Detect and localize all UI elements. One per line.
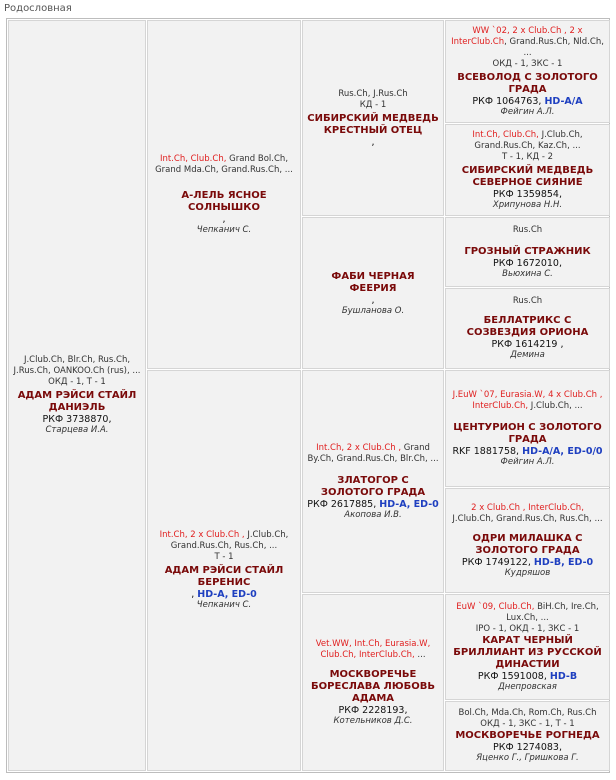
dog-name-link[interactable]: СИБИРСКИЙ МЕДВЕДЬ СЕВЕРНОЕ СИЯНИЕ [461, 164, 594, 188]
dog-tests: КД - 1 [359, 99, 387, 110]
dog-titles: Int.Ch, 2 x Club.Ch , J.Club.Ch, Grand.Rus.Ch, Rus.Ch, ... [159, 530, 289, 551]
dog-registration: РКФ 3738870, [42, 414, 112, 425]
dog-titles: 2 x Club.Ch , InterClub.Ch, J.Club.Ch, Grand.Rus.Ch, Rus.Ch, ... [452, 502, 603, 524]
pedigree-cell-ancestor [445, 488, 610, 593]
dog-name-link[interactable]: ГРОЗНЫЙ СТРАЖНИК [464, 245, 591, 257]
dog-owner: Фейгин А.Л. [500, 456, 555, 467]
pedigree-cell-dog [8, 20, 146, 771]
dog-tests: Т - 1, КД - 2 [501, 151, 554, 162]
dog-registration: , HD-A, ED-0 [191, 589, 257, 600]
dog-owner: Акопова И.В. [344, 509, 402, 520]
dog-titles: WW `02, 2 x Club.Ch , 2 x InterClub.Ch, Grand.Rus.Ch, Nld.Ch, ... [451, 25, 604, 58]
dog-name-link[interactable]: ЦЕНТУРИОН С ЗОЛОТОГО ГРАДА [453, 421, 602, 445]
pedigree-cell-grandsire [302, 20, 444, 216]
dog-name-link[interactable]: МОСКВОРЕЧЬЕ РОГНЕДА [455, 730, 600, 741]
dog-titles: Int.Ch, Club.Ch, J.Club.Ch, Grand.Rus.Ch, Kaz.Ch, ... [472, 129, 583, 151]
dog-name-link[interactable]: ВСЕВОЛОД С ЗОЛОТОГО ГРАДА [457, 71, 598, 95]
dog-registration: РКФ 1749122, HD-B, ED-0 [461, 556, 594, 568]
pedigree-cell-dam [147, 370, 301, 771]
dog-registration: РКФ 1672010, [492, 257, 562, 269]
dog-name-link[interactable]: МОСКВОРЕЧЬЕ БОРЕСЛАВА ЛЮБОВЬ АДАМА [311, 668, 435, 704]
dog-owner: Кудряшов [504, 567, 551, 578]
dog-registration: , [371, 136, 375, 148]
dog-titles: J.Club.Ch, Blr.Ch, Rus.Ch, J.Rus.Ch, OANKOO.Ch (rus), ... [13, 355, 141, 376]
dog-name-link[interactable]: АДАМ РЭЙСИ СТАЙЛ ДАНИЭЛЬ [17, 390, 137, 413]
dog-registration: РКФ 1591008, HD-B [477, 670, 578, 682]
dog-tests: ОКД - 1, ЗКС - 1, Т - 1 [480, 719, 575, 729]
dog-owner: Яценко Г., Гришкова Г. [476, 753, 579, 763]
page-title: Родословная [4, 3, 72, 14]
pedigree-cell-ancestor [445, 217, 610, 287]
dog-owner: Демина [510, 350, 545, 360]
dog-name-link[interactable]: А-ЛЕЛЬ ЯСНОЕ СОЛНЫШКО [181, 189, 267, 213]
pedigree-cell-granddam [302, 217, 444, 369]
dog-titles: Vet.WW, Int.Ch, Eurasia.W, Club.Ch, InterClub.Ch, ... [315, 638, 431, 660]
dog-name-link[interactable]: АДАМ РЭЙСИ СТАЙЛ БЕРЕНИС [164, 565, 284, 588]
pedigree-cell-ancestor [445, 370, 610, 487]
dog-titles: EuW `09, Club.Ch, BiH.Ch, Ire.Ch, Lux.Ch, ... [456, 601, 599, 623]
dog-name-link[interactable]: ФАБИ ЧЕРНАЯ ФЕЕРИЯ [331, 271, 415, 294]
dog-registration: РКФ 1359854, [492, 188, 562, 200]
dog-registration: RKF 1881758, HD-A/A, ED-0/0 [452, 445, 603, 457]
pedigree-cell-granddam [302, 594, 444, 771]
pedigree-cell-ancestor [445, 20, 610, 123]
dog-titles: Int.Ch, 2 x Club.Ch , Grand By.Ch, Grand.Rus.Ch, Blr.Ch, ... [307, 442, 439, 464]
dog-tests: ОКД - 1, Т - 1 [48, 377, 106, 387]
dog-owner: Котельников Д.С. [333, 715, 413, 726]
dog-titles: J.EuW `07, Eurasia.W, 4 x Club.Ch , InterClub.Ch, J.Club.Ch, ... [452, 389, 603, 411]
dog-owner: Днепровская [498, 681, 557, 692]
pedigree-cell-ancestor [445, 124, 610, 216]
dog-tests: Т - 1 [214, 552, 234, 562]
dog-titles: Rus.Ch [512, 224, 543, 235]
dog-registration: РКФ 2228193, [338, 704, 408, 716]
dog-registration: РКФ 1064763, HD-A/A [472, 95, 583, 107]
pedigree-cell-ancestor [445, 701, 610, 771]
dog-owner: Чепканич С. [196, 600, 252, 610]
dog-titles: Int.Ch, Club.Ch, Grand Bol.Ch, Grand Mda.Ch, Grand.Rus.Ch, ... [155, 153, 293, 175]
dog-registration: РКФ 1614219 , [491, 339, 564, 350]
pedigree-cell-ancestor [445, 288, 610, 369]
dog-owner: Хрипунова Н.Н. [492, 199, 563, 210]
dog-tests: IPO - 1, ОКД - 1, ЗКС - 1 [475, 623, 580, 634]
dog-name-link[interactable]: ЗЛАТОГОР С ЗОЛОТОГО ГРАДА [320, 474, 426, 498]
dog-name-link[interactable]: ОДРИ МИЛАШКА С ЗОЛОТОГО ГРАДА [472, 532, 583, 556]
dog-name-link[interactable]: СИБИРСКИЙ МЕДВЕДЬ КРЕСТНЫЙ ОТЕЦ [307, 112, 439, 136]
dog-registration: , [371, 295, 375, 306]
dog-registration: , [222, 213, 226, 225]
dog-owner: Чепканич С. [196, 224, 252, 235]
dog-titles: Rus.Ch, J.Rus.Ch [338, 88, 408, 99]
dog-name-link[interactable]: КАРАТ ЧЕРНЫЙ БРИЛЛИАНТ ИЗ РУССКОЙ ДИНАСТИИ [453, 634, 602, 670]
pedigree-cell-sire [147, 20, 301, 369]
dog-titles: Rus.Ch [512, 296, 543, 306]
dog-owner: Вьюхина С. [502, 268, 553, 279]
dog-tests: ОКД - 1, ЗКС - 1 [492, 58, 563, 69]
dog-owner: Бушланова О. [341, 306, 405, 316]
dog-owner: Фейгин А.Л. [500, 106, 555, 117]
dog-registration: РКФ 1274083, [492, 742, 562, 753]
pedigree-cell-grandsire [302, 370, 444, 593]
pedigree-cell-ancestor [445, 594, 610, 700]
dog-name-link[interactable]: БЕЛЛАТРИКС С СОЗВЕЗДИЯ ОРИОНА [466, 315, 589, 338]
dog-owner: Старцева И.А. [45, 425, 109, 435]
dog-titles: Bol.Ch, Mda.Ch, Rom.Ch, Rus.Ch [458, 708, 597, 718]
dog-registration: РКФ 2617885, HD-A, ED-0 [307, 498, 439, 510]
